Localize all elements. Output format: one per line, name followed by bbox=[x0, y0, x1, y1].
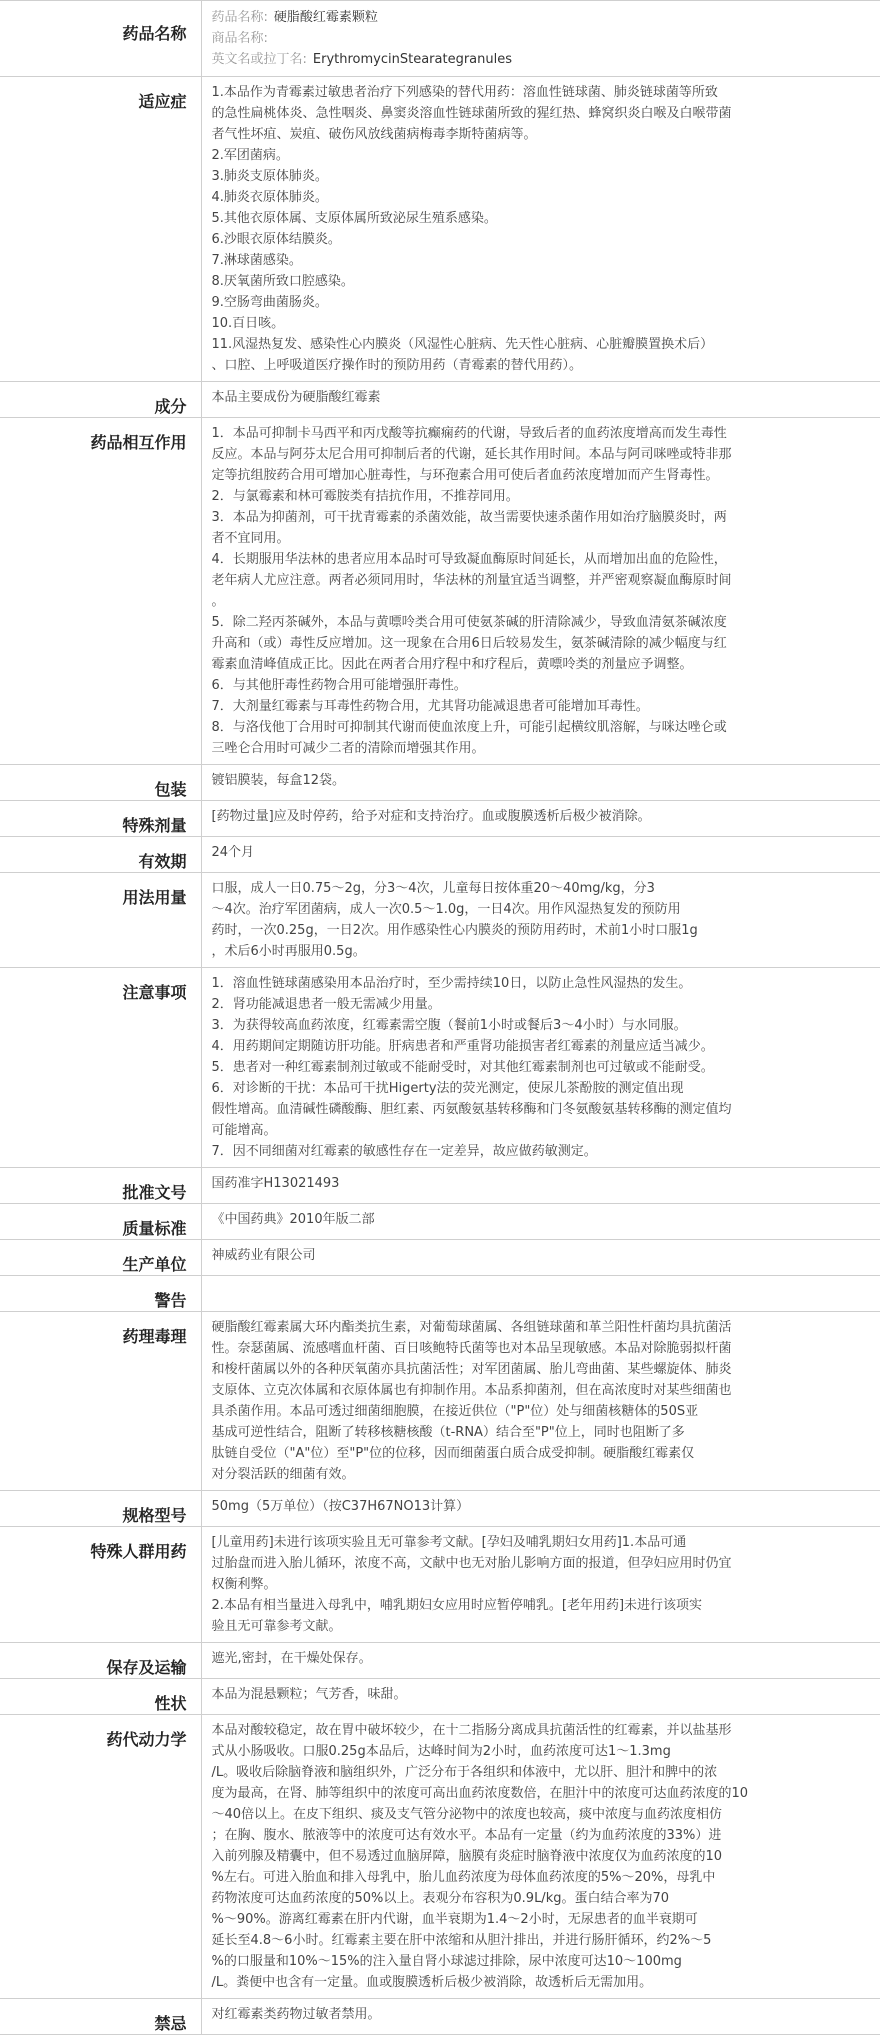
value-paragraph: 3.肺炎支原体肺炎。 bbox=[211, 169, 328, 184]
value-paragraph: 1.本品作为青霉素过敏患者治疗下列感染的替代用药：溶血性链球菌、肺炎链球菌等所致 的急性扁桃体炎、急性咽炎、鼻窦炎溶血性链球菌所致的猩红热、蜂窝织炎白喉及白喉带菌 者气性坏疽、炭疽、破伤风放线菌病梅毒李斯特菌病等。 bbox=[211, 85, 732, 142]
row-label: 特殊剂量 bbox=[0, 801, 201, 837]
trade-name-line bbox=[212, 28, 873, 49]
latin-name-line bbox=[212, 49, 873, 70]
value-paragraph: 本品对酸较稳定，故在胃中破坏较少，在十二指肠分离成具抗菌活性的红霉素，并以盐基形 式从小肠吸收。口服0.25g本品后，达峰时间为2小时，血药浓度可达1～1.3mg /L。吸收后除脑脊液和脑组织外，广泛分布于各组织和体液中，尤以肝、胆汁和脾中的浓 度为最高，在肾、肺等组织中的浓度可高出血药浓度数倍，在胆汁中的浓度可达血药浓度的10 ～40倍以上。在皮下组织、痰及支气管分泌物中的浓度也较高，痰中浓度与血药浓度相仿 ；在胸、腹水、脓液等中的浓度可达有效水平。本品有一定量（约为血药浓度的33%）进 入前列腺及精囊中，但不易透过血脑屏障，脑膜有炎症时脑脊液中浓度仅为血药浓度的10 %左右。可进入胎血和排入母乳中，胎儿血药浓度为母体血药浓度的5%～20%，母乳中 药物浓度可达血药浓度的50%以上。表观分布容积为0.9L/kg。蛋白结合率为70 %～90%。游离红霉素在肝内代谢，血半衰期为1.4～2小时，无尿患者的血半衰期可 延长至4.8～6小时。红霉素主要在肝中浓缩和从胆汁排出，并进行肠肝循环，约2%～5 %的口服量和10%～15%的注入量自肾小球滤过排除，尿中浓度可达10～100mg /L。粪便中也含有一定量。血或腹膜透析后极少被消除，故透析后无需加用。 bbox=[211, 1723, 749, 1990]
row-value bbox=[201, 1312, 880, 1491]
row-label: 禁忌 bbox=[0, 1999, 201, 2035]
value-paragraph: [药物过量]应及时停药，给予对症和支持治疗。血或腹膜透析后极少被消除。 bbox=[211, 809, 651, 824]
row-value bbox=[201, 1491, 880, 1527]
value-paragraph: 9.空肠弯曲菌肠炎。 bbox=[211, 295, 328, 310]
value-paragraph: 7.淋球菌感染。 bbox=[211, 253, 302, 268]
value-paragraph: 11.风湿热复发、感染性心内膜炎（风湿性心脏病、先天性心脏病、心脏瓣膜置换术后） 、口腔、上呼吸道医疗操作时的预防用药（青霉素的替代用药）。 bbox=[211, 337, 714, 373]
row-label: 用法用量 bbox=[0, 873, 201, 968]
row-value bbox=[201, 1204, 880, 1240]
value-paragraph: 3．本品为抑菌剂，可干扰青霉素的杀菌效能，故当需要快速杀菌作用如治疗脑膜炎时，两 者不宜同用。 bbox=[211, 510, 727, 546]
row-label: 药理毒理 bbox=[0, 1312, 201, 1491]
spec-row bbox=[0, 1999, 880, 2035]
latin-name-value: ErythromycinStearategranules bbox=[312, 52, 512, 67]
spec-row bbox=[0, 1276, 880, 1312]
value-paragraph: 7．因不同细菌对红霉素的敏感性存在一定差异，故应做药敏测定。 bbox=[211, 1144, 597, 1159]
value-paragraph: 4.肺炎衣原体肺炎。 bbox=[211, 190, 328, 205]
value-paragraph: 1．本品可抑制卡马西平和丙戊酸等抗癫痫药的代谢，导致后者的血药浓度增高而发生毒性 反应。本品与阿芬太尼合用可抑制后者的代谢，延长其作用时间。本品与阿司咪唑或特非那 定等抗组胺药合用可增加心脏毒性，与环孢素合用可使后者血药浓度增加而产生肾毒性。 bbox=[211, 426, 732, 483]
row-label: 警告 bbox=[0, 1276, 201, 1312]
row-value bbox=[201, 837, 880, 873]
row-value bbox=[201, 968, 880, 1168]
spec-row bbox=[0, 1679, 880, 1715]
spec-row bbox=[0, 1643, 880, 1679]
row-value bbox=[201, 1679, 880, 1715]
spec-row bbox=[0, 765, 880, 801]
spec-row bbox=[0, 1204, 880, 1240]
row-label: 药品名称 bbox=[0, 1, 201, 77]
value-paragraph: 神威药业有限公司 bbox=[211, 1248, 316, 1263]
row-value bbox=[201, 1276, 880, 1312]
row-value bbox=[201, 1643, 880, 1679]
value-paragraph: 遮光,密封，在干燥处保存。 bbox=[211, 1651, 372, 1666]
value-paragraph: 2．肾功能减退患者一般无需减少用量。 bbox=[211, 997, 441, 1012]
generic-name-value: 硬脂酸红霉素颗粒 bbox=[273, 10, 378, 25]
value-paragraph: 口服，成人一日0.75～2g，分3～4次，儿童每日按体重20～40mg/kg，分3 ～4次。治疗军团菌病，成人一次0.5～1.0g，一日4次。用作风湿热复发的预防用 药时，一次0.25g，一日2次。用作感染性心内膜炎的预防用药时，术前1小时口服1g ，术后6小时再服用0.5g。 bbox=[211, 881, 698, 959]
spec-row bbox=[0, 77, 880, 382]
row-label: 有效期 bbox=[0, 837, 201, 873]
value-paragraph bbox=[212, 1281, 873, 1302]
row-drug-name bbox=[0, 1, 880, 77]
row-label: 药品相互作用 bbox=[0, 418, 201, 765]
row-value bbox=[201, 418, 880, 765]
value-paragraph: 《中国药典》2010年版二部 bbox=[211, 1212, 375, 1227]
spec-row bbox=[0, 1491, 880, 1527]
row-value bbox=[201, 1999, 880, 2035]
value-paragraph: 6．与其他肝毒性药物合用可能增强肝毒性。 bbox=[211, 678, 467, 693]
spec-row bbox=[0, 873, 880, 968]
spec-row bbox=[0, 1715, 880, 1999]
spec-row bbox=[0, 1168, 880, 1204]
generic-name-key: 药品名称: bbox=[211, 10, 268, 25]
row-label: 包装 bbox=[0, 765, 201, 801]
spec-row bbox=[0, 382, 880, 418]
row-label: 保存及运输 bbox=[0, 1643, 201, 1679]
row-value bbox=[201, 1527, 880, 1643]
value-paragraph: 国药准字H13021493 bbox=[211, 1176, 340, 1191]
value-paragraph: 镀铝膜装，每盒12袋。 bbox=[211, 773, 346, 788]
value-paragraph: 6.沙眼衣原体结膜炎。 bbox=[211, 232, 341, 247]
spec-row bbox=[0, 968, 880, 1168]
value-paragraph: 4．长期服用华法林的患者应用本品时可导致凝血酶原时间延长，从而增加出血的危险性， 老年病人尤应注意。两者必须同用时，华法林的剂量宜适当调整，并严密观察凝血酶原时间 。 bbox=[211, 552, 732, 609]
row-label: 药代动力学 bbox=[0, 1715, 201, 1999]
row-value bbox=[201, 801, 880, 837]
row-value bbox=[201, 1715, 880, 1999]
value-paragraph: [儿童用药]未进行该项实验且无可靠参考文献。[孕妇及哺乳期妇女用药]1.本品可通 过胎盘而进入胎儿循环，浓度不高，文献中也无对胎儿影响方面的报道，但孕妇应用时仍宜 权衡利弊。 bbox=[211, 1535, 732, 1592]
spec-row bbox=[0, 1312, 880, 1491]
row-value bbox=[201, 1168, 880, 1204]
value-paragraph: 2.本品有相当量进入母乳中，哺乳期妇女应用时应暂停哺乳。[老年用药]未进行该项实 验且无可靠参考文献。 bbox=[211, 1598, 703, 1634]
row-value bbox=[201, 1240, 880, 1276]
spec-row bbox=[0, 837, 880, 873]
value-paragraph: 本品主要成份为硬脂酸红霉素 bbox=[211, 390, 381, 405]
row-value bbox=[201, 873, 880, 968]
value-paragraph: 本品为混悬颗粒；气芳香，味甜。 bbox=[211, 1687, 407, 1702]
value-paragraph: 24个月 bbox=[211, 845, 255, 860]
row-value bbox=[201, 77, 880, 382]
row-value bbox=[201, 382, 880, 418]
row-label: 成分 bbox=[0, 382, 201, 418]
row-label: 注意事项 bbox=[0, 968, 201, 1168]
value-paragraph: 7．大剂量红霉素与耳毒性药物合用，尤其肾功能减退患者可能增加耳毒性。 bbox=[211, 699, 649, 714]
value-paragraph: 硬脂酸红霉素属大环内酯类抗生素，对葡萄球菌属、各组链球菌和革兰阳性杆菌均具抗菌活 性。奈瑟菌属、流感嗜血杆菌、百日咳鲍特氏菌等也对本品呈现敏感。本品对除脆弱拟杆菌 和梭杆菌属以外的各种厌氧菌亦具抗菌活性；对军团菌属、胎儿弯曲菌、某些螺旋体、肺炎 支原体、立克次体属和衣原体属也有抑制作用。本品系抑菌剂，但在高浓度时对某些细菌也 具杀菌作用。本品可透过细菌细胞膜，在接近供位（"P"位）处与细菌核糖体的50S亚 基成可逆性结合，阻断了转移核糖核酸（t-RNA）结合至"P"位上，同时也阻断了多 肽链自受位（"A"位）至"P"位的位移，因而细菌蛋白质合成受抑制。硬脂酸红霉素仅 对分裂活跃的细菌有效。 bbox=[211, 1320, 732, 1482]
latin-name-key: 英文名或拉丁名: bbox=[211, 52, 307, 67]
row-label: 质量标准 bbox=[0, 1204, 201, 1240]
value-paragraph: 6．对诊断的干扰：本品可干扰Higerty法的荧光测定，使尿儿茶酚胺的测定值出现 假性增高。血清碱性磷酸酶、胆红素、丙氨酸氨基转移酶和门冬氨酸氨基转移酶的测定值均 可能增高。 bbox=[211, 1081, 732, 1138]
row-label: 生产单位 bbox=[0, 1240, 201, 1276]
drug-name-cell bbox=[201, 1, 880, 77]
generic-name-line bbox=[212, 7, 873, 28]
spec-row bbox=[0, 801, 880, 837]
value-paragraph: 10.百日咳。 bbox=[211, 316, 285, 331]
row-label: 特殊人群用药 bbox=[0, 1527, 201, 1643]
value-paragraph: 3．为获得较高血药浓度，红霉素需空腹（餐前1小时或餐后3～4小时）与水同服。 bbox=[211, 1018, 687, 1033]
value-paragraph: 1．溶血性链球菌感染用本品治疗时，至少需持续10日，以防止急性风湿热的发生。 bbox=[211, 976, 692, 991]
row-label: 适应症 bbox=[0, 77, 201, 382]
spec-row bbox=[0, 1240, 880, 1276]
trade-name-key: 商品名称: bbox=[211, 31, 268, 46]
value-paragraph: 2.军团菌病。 bbox=[211, 148, 289, 163]
value-paragraph: 5.其他衣原体属、支原体属所致泌尿生殖系感染。 bbox=[211, 211, 497, 226]
value-paragraph: 50mg（5万单位）（按C37H67NO13计算） bbox=[211, 1499, 470, 1514]
value-paragraph: 2．与氯霉素和林可霉胺类有拮抗作用，不推荐同用。 bbox=[211, 489, 519, 504]
row-label: 批准文号 bbox=[0, 1168, 201, 1204]
spec-row bbox=[0, 1527, 880, 1643]
value-paragraph: 对红霉素类药物过敏者禁用。 bbox=[211, 2007, 381, 2022]
row-label: 规格型号 bbox=[0, 1491, 201, 1527]
value-paragraph: 5．患者对一种红霉素制剂过敏或不能耐受时，对其他红霉素制剂也可过敏或不能耐受。 bbox=[211, 1060, 714, 1075]
value-paragraph: 8.厌氧菌所致口腔感染。 bbox=[211, 274, 354, 289]
value-paragraph: 4．用药期间定期随访肝功能。肝病患者和严重肾功能损害者红霉素的剂量应适当减少。 bbox=[211, 1039, 714, 1054]
value-paragraph: 8．与洛伐他丁合用时可抑制其代谢而使血浓度上升，可能引起横纹肌溶解，与咪达唑仑或 三唑仑合用时可减少二者的清除而增强其作用。 bbox=[211, 720, 727, 756]
value-paragraph: 5．除二羟丙茶碱外，本品与黄嘌呤类合用可使氨茶碱的肝清除减少，导致血清氨茶碱浓度 升高和（或）毒性反应增加。这一现象在合用6日后较易发生，氨茶碱清除的减少幅度与红 霉素血清峰值成正比。因此在两者合用疗程中和疗程后，黄嘌呤类的剂量应予调整。 bbox=[211, 615, 727, 672]
spec-row bbox=[0, 418, 880, 765]
row-label: 性状 bbox=[0, 1679, 201, 1715]
row-value bbox=[201, 765, 880, 801]
